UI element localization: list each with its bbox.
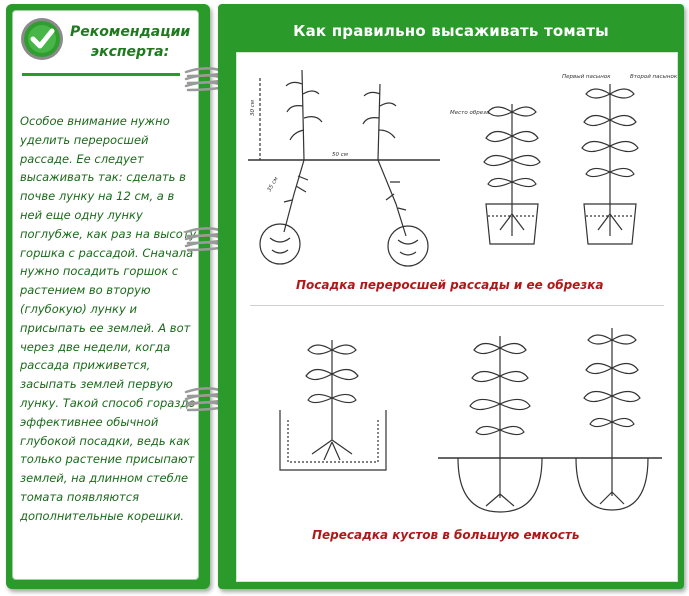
title-underline: [22, 73, 180, 76]
label-cut: Место обреза: [450, 110, 490, 116]
expert-title-line2: эксперта:: [90, 44, 170, 60]
label-second-sideshoot: Второй пасынок: [630, 74, 678, 80]
container-transplant-illustration: [270, 330, 400, 480]
deep-planting-illustration: [246, 64, 442, 274]
caption-overgrown-planting: Посадка переросшей рассады и ее обрезка: [296, 278, 604, 292]
page-title: Как правильно высаживать томаты: [293, 22, 609, 40]
expert-title: [70, 22, 190, 62]
expert-text: Особое внимание нужно уделить переросшей рассаде. Ее следует высаживать так: сделать в почве лунку на 12 см, а в ней еще одну лунку поглубже, как раз на высоту горшка с рассадой. Сначала нужно посадить горшок с растением во вторую (глубокую) лунку и присыпать ее землей. А вот через две недели, когда рассада приживется, засыпать землей первую лунку. Такой способ гораздо эффективнее обычной глубокой посадки, ведь как только растение присыпают землей, на длинном стебле томата появляются дополнительные корешки.: [20, 114, 197, 523]
caption-container-transplant: Пересадка кустов в большую емкость: [312, 528, 580, 542]
section-divider: [250, 305, 664, 306]
label-depth: 50 см: [332, 152, 348, 158]
label-first-sideshoot: Первый пасынок: [562, 74, 611, 80]
expert-title-line1: Рекомендации: [70, 24, 191, 40]
checkmark-icon: [19, 16, 65, 62]
trench-bushes-illustration: [436, 318, 664, 518]
label-slant: 35 см: [266, 176, 280, 193]
label-height: 30 см: [250, 100, 256, 116]
pruning-pots-illustration: [450, 64, 678, 254]
